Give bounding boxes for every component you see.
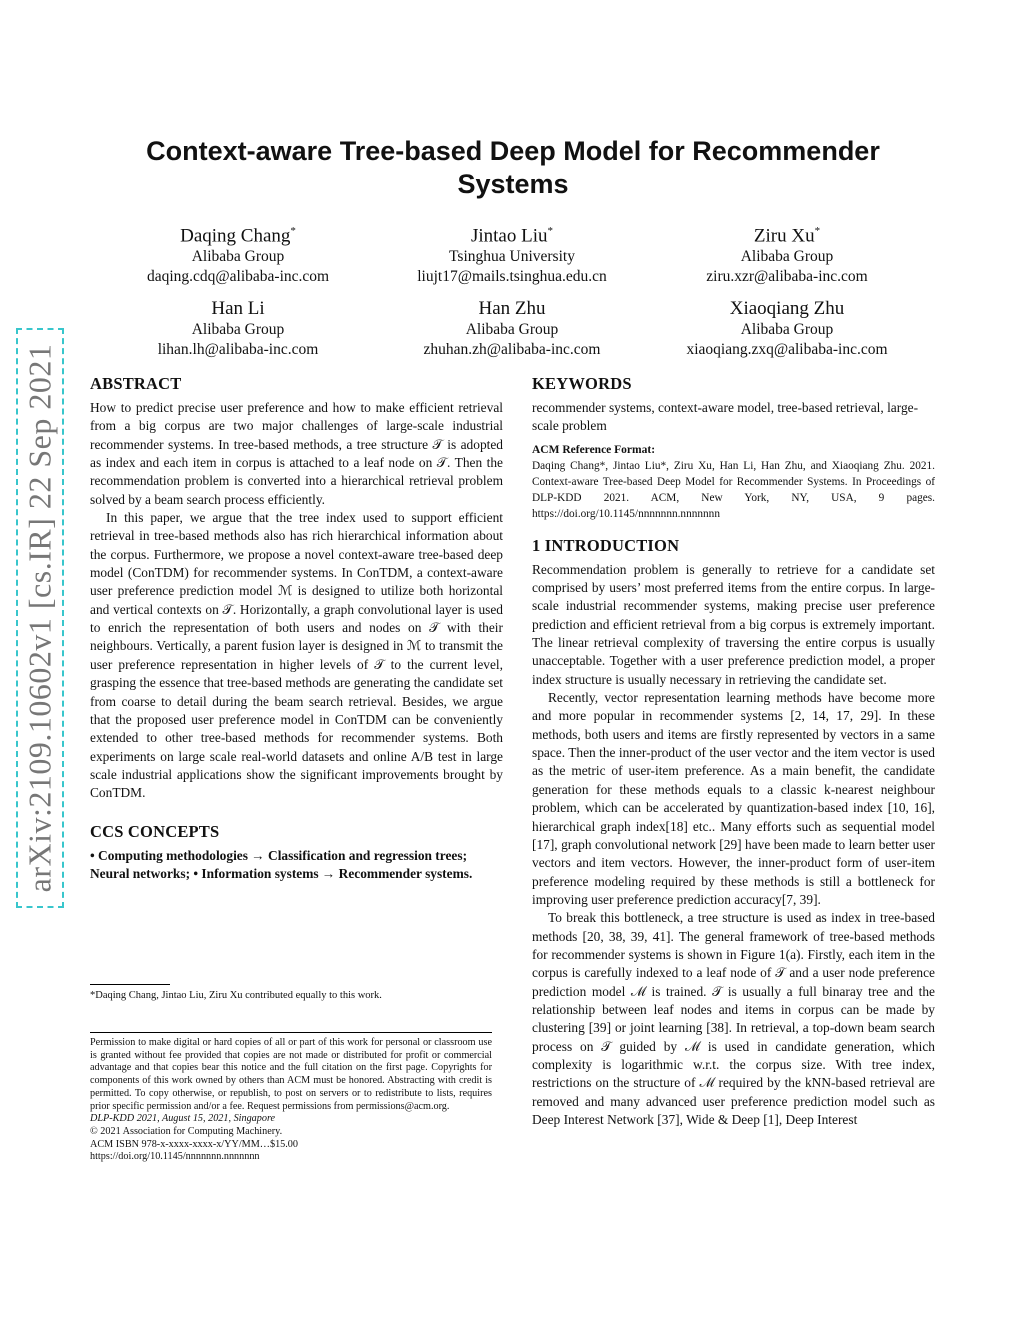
author-name: Han Zhu (478, 298, 546, 319)
keywords-text: recommender systems, context-aware model, tree-based retrieval, large-scale problem (532, 400, 919, 434)
right-column (532, 374, 935, 1129)
acm-ref-heading: ACM Reference Format: (532, 443, 656, 456)
abstract-heading: ABSTRACT (90, 374, 182, 393)
permission-block (90, 1037, 492, 1164)
footnote: *Daqing Chang, Jintao Liu, Ziru Xu contributed equally to this work. (90, 990, 382, 1001)
author-affiliation: Alibaba Group (740, 248, 834, 266)
footnote-rule (90, 984, 170, 985)
intro-heading: 1 INTRODUCTION (532, 535, 680, 555)
paper-title: Context-aware Tree-based Deep Model for Recommender Systems (146, 136, 880, 199)
author-block (93, 298, 383, 360)
ccs-concepts: • Computing methodologies → Classification and regression trees; Neural networks; • Information systems → Recommender systems. (90, 847, 473, 881)
doi-link[interactable]: https://doi.org/10.1145/nnnnnnn.nnnnnnn (90, 1151, 260, 1163)
permission-rule (90, 1032, 492, 1033)
author-block (642, 298, 932, 360)
author-email: zhuhan.zh@alibaba-inc.com (423, 341, 601, 358)
author-block (367, 220, 657, 287)
author-name: Jintao Liu* (470, 225, 554, 247)
author-affiliation: Tsinghua University (449, 248, 575, 266)
author-email: daqing.cdq@alibaba-inc.com (146, 268, 330, 286)
author-name: Ziru Xu* (753, 225, 821, 247)
author-name: Daqing Chang* (180, 225, 296, 247)
author-block (642, 220, 932, 287)
ccs-heading: CCS CONCEPTS (90, 821, 220, 841)
author-affiliation: Alibaba Group (191, 321, 285, 338)
arxiv-stamp (16, 328, 64, 908)
author-affiliation: Alibaba Group (191, 248, 285, 266)
author-email: xiaoqiang.zxq@alibaba-inc.com (686, 341, 888, 358)
copyright: © 2021 Association for Computing Machinery. (90, 1125, 283, 1137)
left-column (90, 374, 503, 883)
author-name: Xiaoqiang Zhu (729, 298, 845, 319)
author-name: Han Li (211, 298, 265, 319)
author-block (93, 220, 383, 287)
author-affiliation: Alibaba Group (465, 321, 559, 338)
author-email: ziru.xzr@alibaba-inc.com (706, 268, 868, 286)
author-email: liujt17@mails.tsinghua.edu.cn (417, 268, 607, 286)
author-affiliation: Alibaba Group (740, 321, 834, 338)
isbn: ACM ISBN 978-x-xxxx-xxxx-x/YY/MM…$15.00 (90, 1138, 298, 1150)
arxiv-id: arXiv:2109.10602v1 [cs.IR] 22 Sep 2021 (21, 343, 58, 893)
conference-info: DLP-KDD 2021, August 15, 2021, Singapore (90, 1113, 276, 1125)
permission-notice: Permission to make digital or hard copies of all or part of this work for personal or classroom use is granted without fee provided that copies are not made or distributed for profit or commercial advantage and that copies bear this notice and the full citation on the first page. Copyrights for components of this work owned by others than ACM must be honored. Abstracting with credit is permitted. To copy otherwise, or republish, to post on servers or to redistribute to lists, requires prior specific permission and/or a fee. Request permissions from permissions@acm.org. (90, 1037, 492, 1112)
keywords-heading: KEYWORDS (532, 374, 632, 393)
acm-ref-text: Daqing Chang*, Jintao Liu*, Ziru Xu, Han Li, Han Zhu, and Xiaoqiang Zhu. 2021. Context-aware Tree-based Deep Model for Recommender Systems. In Proceedings of DLP-KDD 2021. ACM, New York, NY, USA, 9 pages. https://doi.org/10.1145/nnnnnnn.nnnnnnn (532, 459, 935, 520)
intro-paragraph-1: Recommendation problem is generally to retrieve for a candidate set comprised by users’ most preferred items from the entire corpus. In large-scale industrial recommender systems, making precise user preference prediction and efficient retrieval from a big corpus is extremely important. The linear retrieval complexity of traversing the entire corpus is usually unacceptable. Together with a user preference prediction model, a proper index structure is usually necessary in retrieving the candidate set. (532, 561, 935, 687)
author-block (367, 298, 657, 360)
abstract-paragraph-1: How to predict precise user preference and how to make efficient retrieval from a big corpus are two major challenges of large-scale industrial recommender systems. In tree-based methods, a tree structure 𝒯 is adopted as index and each item in corpus is attached to a leaf node on 𝒯. Then the recommendation problem is converted into a hierarchical retrieval problem solved by a beam search process efficiently. (90, 400, 503, 507)
intro-paragraph-3: To break this bottleneck, a tree structure is used as index in tree-based methods [20, 38, 39, 41]. The general framework of tree-based methods for recommender systems is shown in Figure 1(a). Firstly, each item in the corpus is carefully indexed to a leaf node of 𝒯 and a user node preference prediction model ℳ is trained. 𝒯 is usually a full binaray tree and the relationship between leaf nodes and items in corpus can be made by clustering [39] or joint learning [38]. In retrieval, a top-down beam search process on 𝒯 guided by ℳ is used in candidate generation, which complexity is logarithmic w.r.t. the corpus size. With tree index, restrictions on the structure of ℳ required by the kNN-based retrieval are removed and many advanced user preference prediction model such as Deep Interest Network [37], Wide & Deep [1], Deep Interest (532, 910, 935, 1127)
abstract-paragraph-2: In this paper, we argue that the tree index used to support efficient retrieval in tree-based methods also has rich hierarchical information about the corpus. Furthermore, we propose a novel context-aware tree-based deep model (ConTDM) for recommender systems. In ConTDM, a context-aware user preference prediction model ℳ is designed to utilize both horizontal and vertical contexts on 𝒯. Horizontally, a graph convolutional layer is used to enrich the representation of both users and nodes on 𝒯 with their neighbours. Vertically, a parent fusion layer is designed in ℳ to transmit the user preference representation in higher levels of 𝒯 to the current level, grasping the essence that tree-based methods are generating the candidate set from coarse to detail during the beam search retrieval. Besides, we argue that the proposed user preference model in ConTDM can be conveniently extended to other tree-based methods for recommender systems. Both experiments on large scale real-world datasets and online A/B test in large scale industrial applications show the significant improvements brought by ConTDM. (90, 510, 503, 801)
author-email: lihan.lh@alibaba-inc.com (157, 341, 319, 358)
intro-paragraph-2: Recently, vector representation learning methods have become more and more popular in recommender systems [2, 14, 17, 29]. In these methods, both users and items are firstly represented by vectors in a same space. Then the inner-product of the user vector and the item vector is used as the metric of user-item preference. As a main benefit, the candidate generation for these methods equals to a classic k-nearest neighbour problem, which can be accelerated by quantization-based index [10, 16], hierarchical graph index[18] etc.. Many efforts such as sequential model [17], graph convolutional network [29] have been made to learn better user vectors and item vectors. However, the inner-product form of user-item preference modeling required by these methods is still a bottleneck for improving user preference prediction accuracy[7, 39]. (532, 690, 935, 907)
